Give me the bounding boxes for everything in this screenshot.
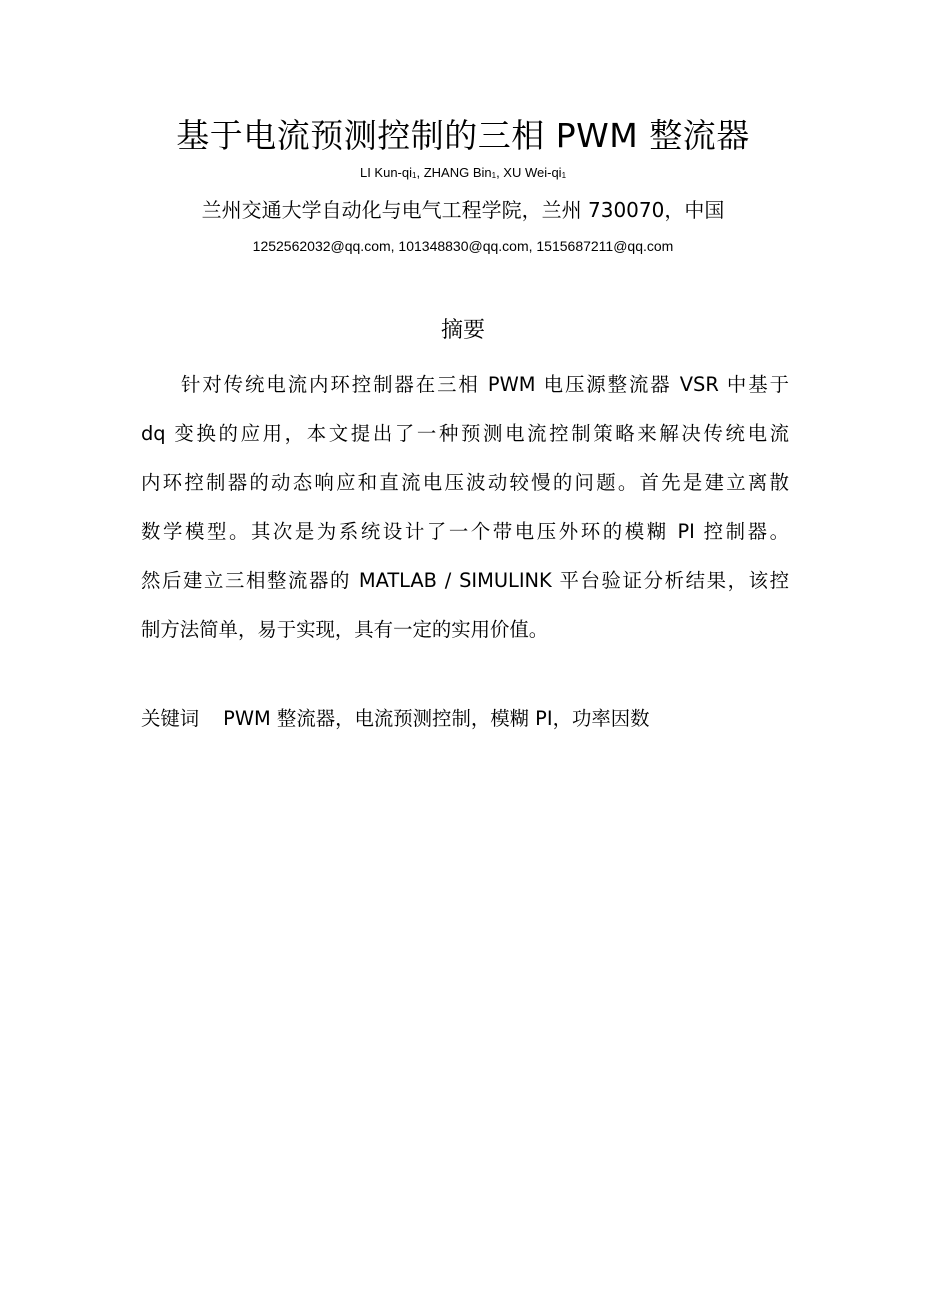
abstract-line: 然后建立三相整流器的 MATLAB / SIMULINK 平台验证分析结果，该控: [141, 569, 789, 592]
keywords-list: PWM 整流器，电流预测控制，模糊 PI，功率因数: [223, 707, 650, 730]
keywords-label: 关键词: [141, 707, 200, 730]
abstract-line: 内环控制器的动态响应和直流电压波动较慢的问题。首先是建立离散: [141, 471, 789, 494]
author-name: LI Kun-qi: [359, 165, 413, 180]
abstract-line: 针对传统电流内环控制器在三相 PWM 电压源整流器 VSR 中基于: [181, 373, 789, 396]
keywords-section: [141, 702, 789, 736]
author-name: ZHANG Bin: [423, 165, 492, 180]
abstract-line: dq 变换的应用，本文提出了一种预测电流控制策略来解决传统电流: [141, 422, 789, 445]
author-affiliation-mark: 1: [412, 171, 417, 180]
affiliation: 兰州交通大学自动化与电气工程学院，兰州 730070，中国: [201, 198, 725, 222]
abstract-line: 数学模型。其次是为系统设计了一个带电压外环的模糊 PI 控制器。: [141, 520, 789, 543]
abstract-line: 制方法简单，易于实现，具有一定的实用价值。: [141, 618, 549, 641]
abstract-body: [141, 360, 789, 654]
author-separator: ,: [496, 165, 504, 180]
author-name: XU Wei-qi: [503, 165, 562, 180]
author-affiliation-mark: 1: [561, 171, 567, 180]
paper-title: 基于电流预测控制的三相 PWM 整流器: [176, 116, 750, 155]
author-list: [0, 164, 926, 185]
author-emails: 1252562032@qq.com, 101348830@qq.com, 1515687211@qq.com: [252, 238, 674, 254]
author-affiliation-mark: 1: [491, 171, 497, 180]
author-separator: ,: [416, 165, 424, 180]
abstract-heading: 摘要: [440, 318, 485, 343]
